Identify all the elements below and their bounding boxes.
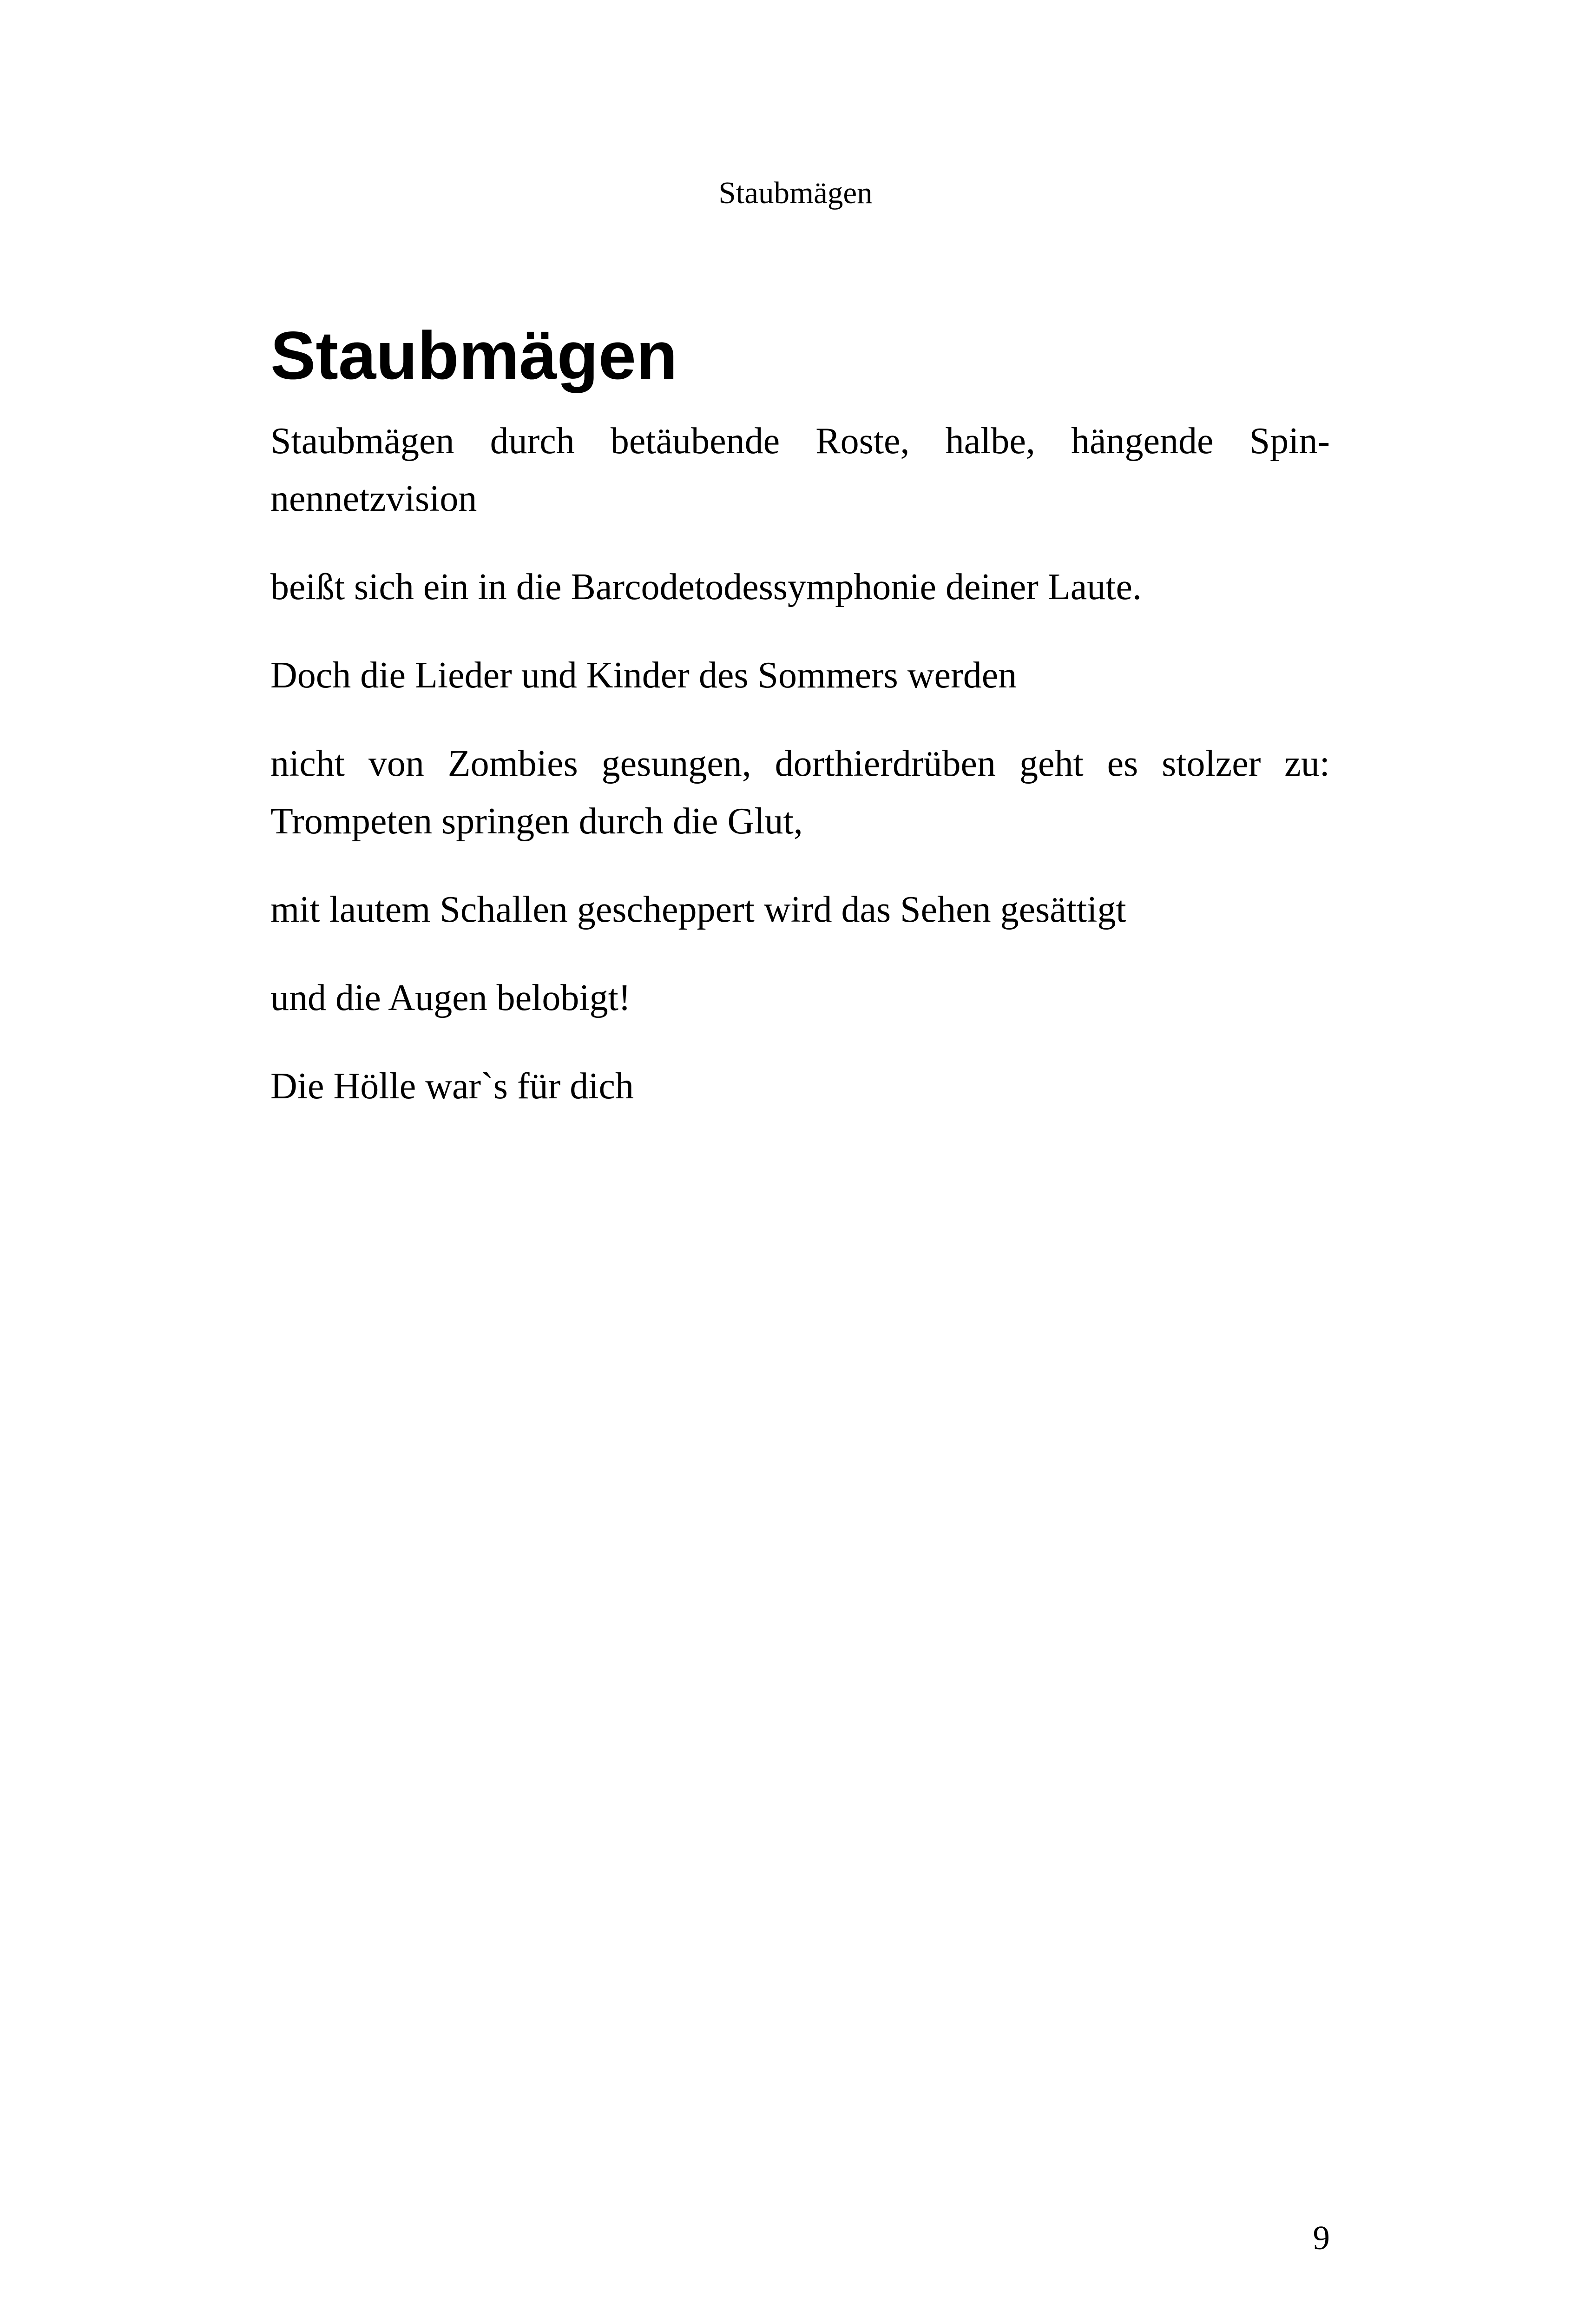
poem-line: und die Augen belobigt! <box>270 977 631 1018</box>
poem-line: Staubmägen durch betäubende Roste, halbe, hängende Spinnennetzvision <box>270 421 1330 519</box>
page-number: 9 <box>1313 2219 1330 2257</box>
poem-line: Die Hölle war`s für dich <box>270 1066 634 1107</box>
poem-line: mit lautem Schallen gescheppert wird das Sehen gesättigt <box>270 889 1126 930</box>
chapter-title: Staubmägen <box>270 317 678 393</box>
poem-line: Doch die Lieder und Kinder des Sommers werden <box>270 655 1017 696</box>
chapter-text <box>270 309 1330 1115</box>
poem-line: beißt sich ein in die Barcodetodessymphonie deiner Laute. <box>270 567 1142 607</box>
poem-line: nicht von Zombies gesungen, dorthierdrüben geht es stolzer zu: Trompeten springen durch die Glut, <box>270 743 1330 842</box>
running-header: Staubmägen <box>718 176 873 210</box>
